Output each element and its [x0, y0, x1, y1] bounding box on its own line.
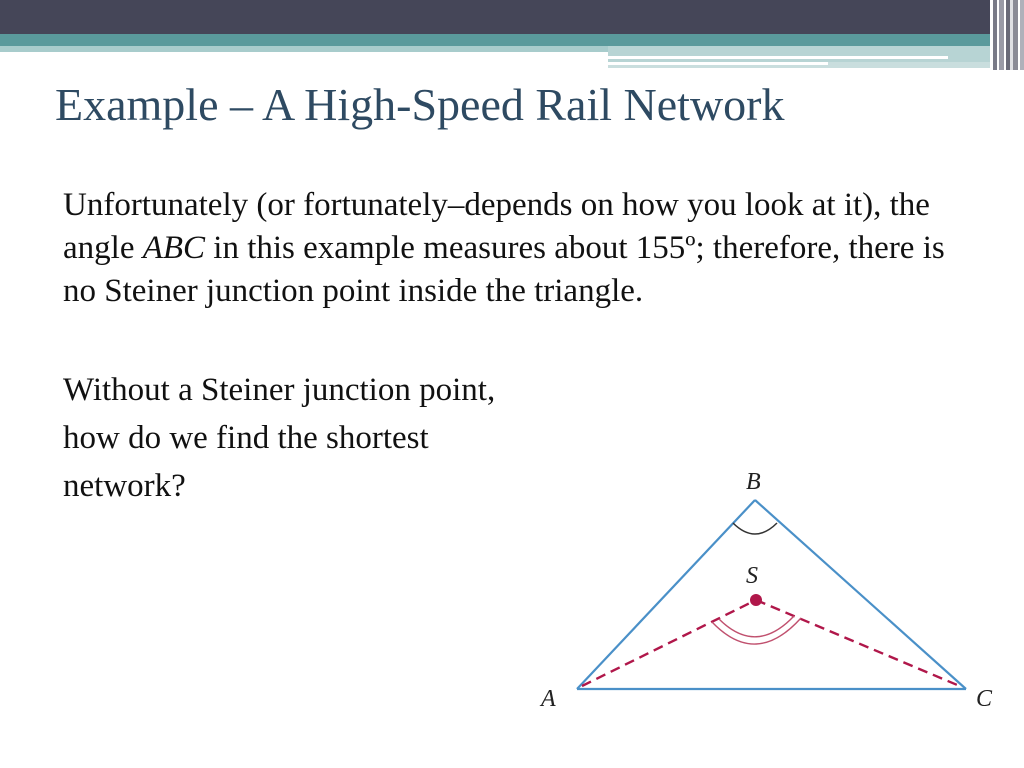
header-bar-light — [608, 46, 1024, 62]
body-paragraph — [63, 184, 983, 313]
header-bar-highlight — [608, 56, 948, 59]
header-bar-highlight — [608, 62, 828, 65]
label-b: B — [746, 469, 761, 495]
slide-title: Example – A High-Speed Rail Network — [55, 79, 785, 130]
header-bar-teal — [0, 34, 1024, 46]
triangle-edge-ab — [577, 500, 755, 689]
header-bar-light — [0, 46, 608, 52]
angle-arc-b — [733, 523, 777, 534]
triangle-diagram — [530, 455, 1010, 725]
header-bar-dark — [0, 0, 1024, 34]
steiner-point — [750, 594, 762, 606]
header-stripes — [990, 0, 1024, 70]
paragraph-text: in this example measures about 155º; therefore, there is no Steiner junction point inside the triangle. — [63, 230, 945, 309]
angle-name: ABC — [142, 230, 206, 266]
label-a: A — [541, 686, 556, 712]
steiner-edge-as — [582, 600, 756, 686]
label-s: S — [746, 563, 758, 589]
label-c: C — [976, 686, 993, 712]
question-paragraph: Without a Steiner junction point, how do we find the shortest network? — [63, 372, 496, 504]
paragraph-text: Unfortunately (or fortunately–depends on how you look at it), the angle — [63, 187, 930, 266]
steiner-edge-sc — [756, 600, 962, 687]
triangle-edge-bc — [755, 500, 966, 689]
